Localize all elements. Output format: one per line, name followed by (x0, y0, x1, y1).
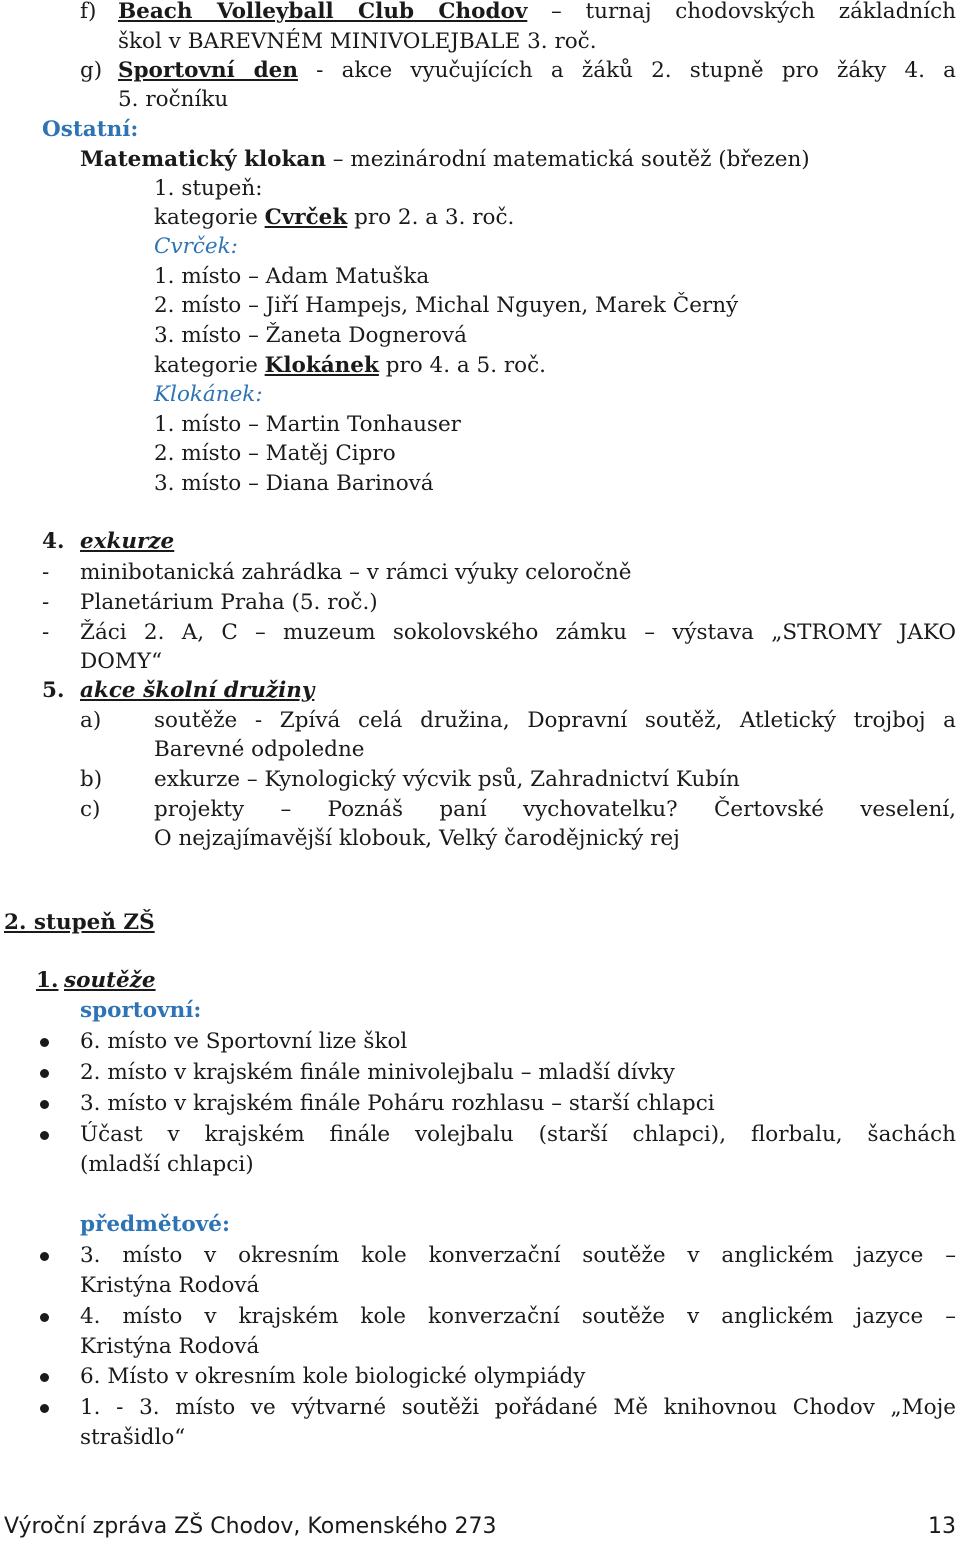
bullet-icon (40, 1069, 49, 1078)
cvrcek-result: 1. místo – Adam Matuška (154, 264, 430, 289)
cvrcek-result: 3. místo – Žaneta Dognerová (154, 323, 467, 348)
druzina-label: c) (80, 797, 101, 822)
bullet-icon (40, 1313, 49, 1322)
klokanek-category: kategorie Klokánek pro 4. a 5. roč. (154, 353, 546, 378)
bullet-icon (40, 1131, 49, 1140)
subject-result: 3. místo v okresním kole konverzační soutěže v anglickém jazyce – (80, 1243, 956, 1268)
exkurze-number: 4. (42, 529, 65, 554)
druzina-label: b) (80, 767, 103, 792)
bullet-icon (40, 1404, 49, 1413)
bullet-icon (40, 1038, 49, 1047)
exkurze-heading: exkurze (80, 529, 175, 554)
exkurze-item: Planetárium Praha (5. roč.) (80, 590, 378, 615)
bullet-icon (40, 1100, 49, 1109)
subject-result: 1. - 3. místo ve výtvarné soutěži pořádané Mě knihovnou Chodov „Moje (80, 1395, 956, 1420)
sport-result: 2. místo v krajském finále minivolejbalu – mladší dívky (80, 1060, 675, 1085)
sportovni-heading: sportovní: (80, 998, 202, 1023)
subject-result-cont: strašidlo“ (80, 1425, 186, 1450)
list-dash: - (42, 560, 50, 585)
cvrcek-result: 2. místo – Jiří Hampejs, Michal Nguyen, Marek Černý (154, 293, 739, 318)
subject-result-cont: Kristýna Rodová (80, 1273, 260, 1298)
item-f-line2: škol v BAREVNÉM MINIVOLEJBALE 3. roč. (118, 29, 597, 54)
sport-result: Účast v krajském finále volejbalu (starší chlapci), florbalu, šachách (80, 1122, 956, 1147)
item-g-label: g) (80, 58, 103, 83)
footer-title: Výroční zpráva ZŠ Chodov, Komenského 273 (4, 1514, 497, 1539)
club-name: Beach Volleyball Club Chodov (118, 0, 528, 24)
klokanek-result: 3. místo – Diana Barinová (154, 471, 434, 496)
klokanek-result: 1. místo – Martin Tonhauser (154, 412, 461, 437)
sport-result-cont: (mladší chlapci) (80, 1152, 254, 1177)
sport-result: 3. místo v krajském finále Poháru rozhlasu – starší chlapci (80, 1091, 715, 1116)
cvrcek-label: Cvrček: (154, 234, 238, 259)
stupen1-label: 1. stupeň: (154, 176, 263, 201)
stupen2-heading: 2. stupeň ZŠ (4, 910, 155, 935)
druzina-number: 5. (42, 678, 65, 703)
bullet-icon (40, 1373, 49, 1382)
klokanek-label: Klokánek: (154, 382, 263, 407)
druzina-item: projekty – Poznáš paní vychovatelku? Čertovské veselení, (154, 797, 956, 822)
exkurze-item: minibotanická zahrádka – v rámci výuky celoročně (80, 560, 632, 585)
souteze-number: 1. (36, 968, 59, 993)
druzina-item-cont: O nejzajímavější klobouk, Velký čarodějnický rej (154, 826, 680, 851)
druzina-item-cont: Barevné odpoledne (154, 737, 365, 762)
page-number: 13 (928, 1514, 956, 1539)
souteze-heading: soutěže (64, 968, 156, 993)
item-g-line2: 5. ročníku (118, 87, 229, 112)
cvrcek-category: kategorie Cvrček pro 2. a 3. roč. (154, 205, 515, 230)
item-f-label: f) (80, 0, 97, 24)
item-g-line1: Sportovní den - akce vyučujících a žáků 2. stupně pro žáky 4. a (118, 58, 956, 83)
druzina-heading: akce školní družiny (80, 678, 315, 703)
exkurze-item-cont: DOMY“ (80, 649, 163, 674)
subject-result: 4. místo v krajském kole konverzační soutěže v anglickém jazyce – (80, 1304, 956, 1329)
subject-result: 6. Místo v okresním kole biologické olympiády (80, 1364, 586, 1389)
klokan-line: Matematický klokan – mezinárodní matematická soutěž (březen) (80, 147, 810, 172)
subject-result-cont: Kristýna Rodová (80, 1334, 260, 1359)
druzina-item: soutěže - Zpívá celá družina, Dopravní soutěž, Atletický trojboj a (154, 708, 956, 733)
sport-result: 6. místo ve Sportovní lize škol (80, 1029, 408, 1054)
bullet-icon (40, 1252, 49, 1261)
ostatni-heading: Ostatní: (42, 117, 139, 142)
predmetove-heading: předmětové: (80, 1212, 230, 1237)
list-dash: - (42, 620, 50, 645)
item-f-line1: Beach Volleyball Club Chodov – turnaj chodovských základních (118, 0, 956, 24)
exkurze-item: Žáci 2. A, C – muzeum sokolovského zámku – výstava „STROMY JAKO (80, 620, 956, 645)
list-dash: - (42, 590, 50, 615)
druzina-label: a) (80, 708, 102, 733)
druzina-item: exkurze – Kynologický výcvik psů, Zahradnictví Kubín (154, 767, 740, 792)
sport-day-name: Sportovní den (118, 58, 298, 83)
klokanek-result: 2. místo – Matěj Cipro (154, 441, 396, 466)
